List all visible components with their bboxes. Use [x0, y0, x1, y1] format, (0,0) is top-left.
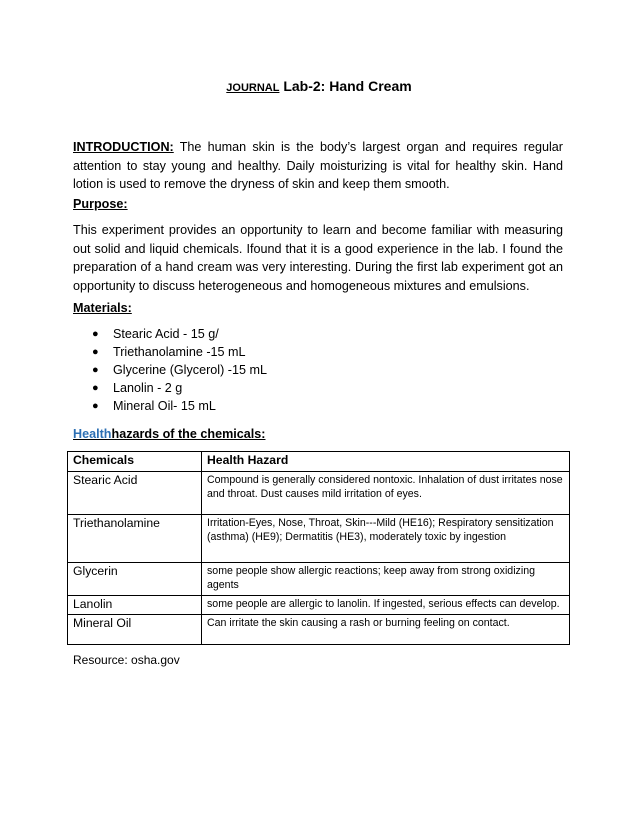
table-row — [68, 472, 570, 515]
bullet-icon: ● — [92, 382, 99, 394]
hazards-heading-rest: hazards of the chemicals: — [111, 427, 266, 441]
introduction-paragraph — [73, 138, 563, 194]
title-journal: JOURNAL — [226, 82, 280, 94]
purpose-heading: Purpose: — [73, 197, 128, 211]
hazard-cell: Irritation-Eyes, Nose, Throat, Skin---Mild (HE16); Respiratory sensitization (asthma) (HE9); Dermatitis (HE3), moderately toxic by ingestion — [202, 515, 570, 563]
hazards-heading-health: Health — [73, 427, 112, 441]
hazard-cell: Can irritate the skin causing a rash or burning feeling on contact. — [202, 615, 570, 645]
table-row — [68, 515, 570, 563]
column-header-health-hazard: Health Hazard — [202, 452, 570, 472]
materials-list — [73, 325, 267, 415]
table-row — [68, 615, 570, 645]
table-header-row — [68, 452, 570, 472]
bullet-icon: ● — [92, 364, 99, 376]
purpose-paragraph: This experiment provides an opportunity to learn and become familiar with measuring out solid and liquid chemicals. Ifound that it is a good experience in the lab. I found the preparation of a hand cream was very interesting. During the first lab experiment got an opportunity to discuss heterogeneous and homogeneous mixtures and emulsions. — [73, 223, 563, 293]
chemical-cell: Lanolin — [68, 596, 202, 615]
bullet-icon: ● — [92, 400, 99, 412]
list-item: ● Glycerine (Glycerol) -15 mL — [92, 363, 267, 377]
hazards-table — [67, 451, 570, 645]
chemical-cell: Stearic Acid — [68, 472, 202, 515]
bullet-icon: ● — [92, 346, 99, 358]
hazard-cell: some people show allergic reactions; keep away from strong oxidizing agents — [202, 563, 570, 596]
materials-heading: Materials: — [73, 301, 132, 315]
column-header-chemicals: Chemicals — [68, 452, 202, 472]
list-item: ● Stearic Acid - 15 g/ — [92, 327, 219, 341]
title-text: Lab-2: Hand Cream — [279, 78, 412, 94]
chemical-cell: Triethanolamine — [68, 515, 202, 563]
hazard-cell: Compound is generally considered nontoxic. Inhalation of dust irritates nose and throat. Dust causes mild irritation of eyes. — [202, 472, 570, 515]
bullet-icon: ● — [92, 328, 99, 340]
table-row — [68, 563, 570, 596]
resource-note: Resource: osha.gov — [73, 653, 180, 667]
chemical-cell: Mineral Oil — [68, 615, 202, 645]
table-row — [68, 596, 570, 615]
chemical-cell: Glycerin — [68, 563, 202, 596]
list-item: ● Triethanolamine -15 mL — [92, 345, 246, 359]
list-item: ● Lanolin - 2 g — [92, 381, 183, 395]
page-title — [0, 78, 638, 94]
list-item: ● Mineral Oil- 15 mL — [92, 399, 216, 413]
hazard-cell: some people are allergic to lanolin. If ingested, serious effects can develop. — [202, 596, 570, 615]
introduction-label: INTRODUCTION: — [73, 140, 174, 154]
hazards-heading — [73, 427, 265, 441]
introduction-text: The human skin is the body’s largest organ and requires regular attention to stay young and healthy. Daily moisturizing is vital for healthy skin. Hand lotion is used to remove the dryness of skin and keep them smooth. — [73, 140, 563, 191]
